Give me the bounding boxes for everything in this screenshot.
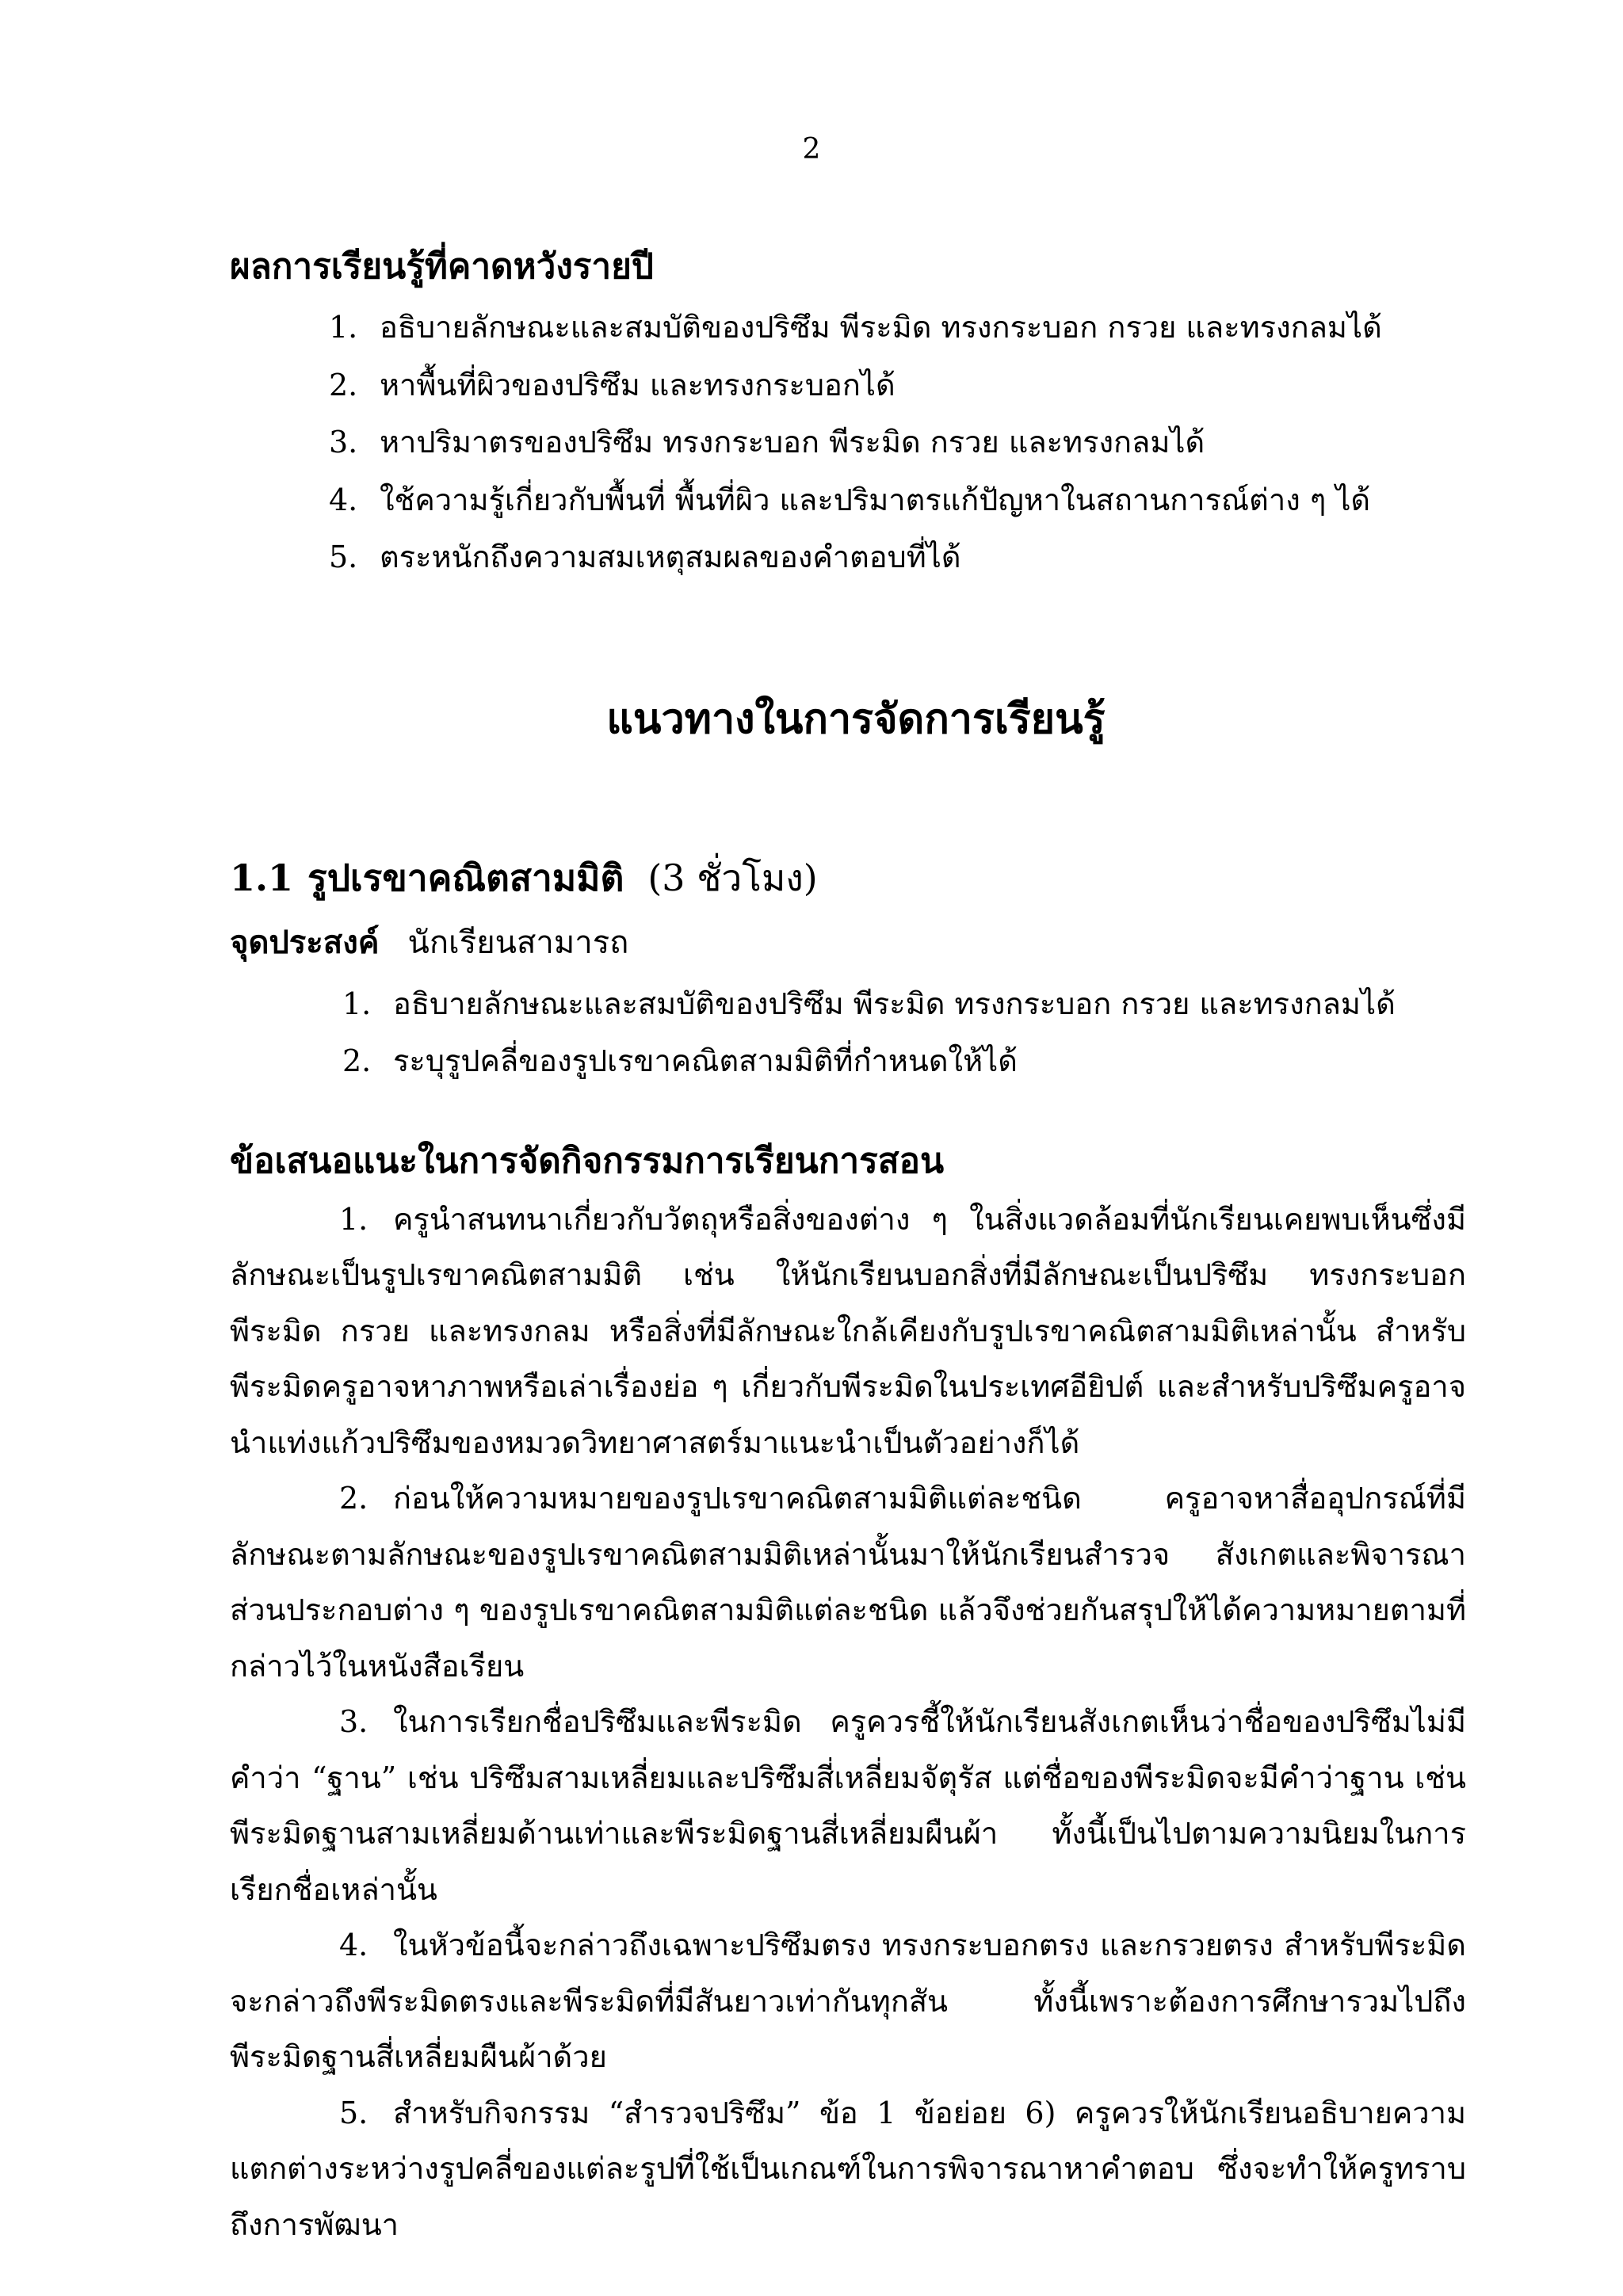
item-text: หาพื้นที่ผิวของปริซึม และทรงกระบอกได้	[380, 367, 896, 402]
item-number: 2.	[339, 1481, 369, 1516]
list-item	[329, 414, 1466, 471]
item-text: สำหรับกิจกรรม “สำรวจปริซึม” ข้อ 1 ข้อย่อย 6) ครูควรให้นักเรียนอธิบายความแตกต่างระหว่างรูปคลี่ของแต่ละรูปที่ใช้เป็นเกณฑ์ในการพิจารณาหาคำตอบ ซึ่งจะทำให้ครูทราบถึงการพัฒนา	[230, 2095, 1466, 2242]
suggestion-paragraph	[230, 1917, 1466, 2085]
item-text: ในหัวข้อนี้จะกล่าวถึงเฉพาะปริซึมตรง ทรงกระบอกตรง และกรวยตรง สำหรับพีระมิดจะกล่าวถึงพีระมิดตรงและพีระมิดที่มีสันยาวเท่ากันทุกสัน ทั้งนี้เพราะต้องการศึกษารวมไปถึงพีระมิดฐานสี่เหลี่ยมผืนผ้าด้วย	[230, 1928, 1466, 2074]
item-number: 5.	[329, 540, 358, 574]
item-text: ตระหนักถึงความสมเหตุสมผลของคำตอบที่ได้	[380, 540, 961, 574]
list-item	[329, 357, 1466, 414]
expected-outcomes-heading: ผลการเรียนรู้ที่คาดหวังรายปี	[230, 246, 654, 287]
unit-title: รูปเรขาคณิตสามมิติ	[307, 856, 624, 899]
item-text: หาปริมาตรของปริซึม ทรงกระบอก พีระมิด กรวย และทรงกลมได้	[380, 425, 1205, 460]
item-text: ในการเรียกชื่อปริซึมและพีระมิด ครูควรชี้ให้นักเรียนสังเกตเห็นว่าชื่อของปริซึมไม่มีคำว่า “ฐาน” เช่น ปริซึมสามเหลี่ยมและปริซึมสี่เหลี่ยมจัตุรัส แต่ชื่อของพีระมิดจะมีคำว่าฐาน เช่น พีระมิดฐานสามเหลี่ยมด้านเท่าและพีระมิดฐานสี่เหลี่ยมผืนผ้า ทั้งนี้เป็นไปตามความนิยมในการเรียกชื่อเหล่านั้น	[230, 1704, 1466, 1907]
suggestions-heading: ข้อเสนอแนะในการจัดกิจกรรมการเรียนการสอน	[230, 1140, 945, 1181]
expected-outcomes-list	[329, 299, 1466, 586]
document-body	[230, 242, 1466, 2252]
item-number: 1.	[342, 986, 372, 1021]
item-number: 2.	[342, 1043, 372, 1078]
item-text: อธิบายลักษณะและสมบัติของปริซึม พีระมิด ทรงกระบอก กรวย และทรงกลมได้	[380, 310, 1382, 345]
unit-hours: (3 ชั่วโมง)	[647, 856, 818, 899]
suggestion-paragraph	[230, 1470, 1466, 1694]
item-number: 1.	[339, 1201, 369, 1237]
item-number: 4.	[339, 1928, 369, 1962]
item-text: ระบุรูปคลี่ของรูปเรขาคณิตสามมิติที่กำหนดให้ได้	[393, 1043, 1018, 1078]
unit-number: 1.1	[230, 856, 294, 899]
list-item	[329, 528, 1466, 586]
list-item	[329, 299, 1466, 357]
suggestion-paragraph	[230, 1192, 1466, 1471]
objectives-list	[342, 975, 1466, 1090]
item-number: 5.	[339, 2095, 369, 2130]
item-text: อธิบายลักษณะและสมบัติของปริซึม พีระมิด ทรงกระบอก กรวย และทรงกลมได้	[393, 986, 1396, 1021]
item-number: 4.	[329, 482, 358, 517]
item-number: 1.	[329, 310, 358, 345]
guide-title: แนวทางในการจัดการเรียนรู้	[606, 694, 1106, 743]
objectives-line	[230, 917, 1466, 969]
suggestions-list	[230, 1192, 1466, 2253]
objectives-label: จุดประสงค์	[230, 923, 380, 961]
item-number: 3.	[339, 1704, 369, 1739]
objectives-intro: นักเรียนสามารถ	[407, 924, 629, 961]
item-number: 3.	[329, 425, 358, 460]
unit-heading	[230, 850, 1466, 906]
list-item	[329, 471, 1466, 529]
item-number: 2.	[329, 367, 358, 402]
suggestion-paragraph	[230, 1694, 1466, 1917]
item-text: ก่อนให้ความหมายของรูปเรขาคณิตสามมิติแต่ละชนิด ครูอาจหาสื่ออุปกรณ์ที่มีลักษณะตามลักษณะของรูปเรขาคณิตสามมิติเหล่านั้นมาให้นักเรียนสำรวจ สังเกตและพิจารณาส่วนประกอบต่าง ๆ ของรูปเรขาคณิตสามมิติแต่ละชนิด แล้วจึงช่วยกันสรุปให้ได้ความหมายตามที่กล่าวไว้ในหนังสือเรียน	[230, 1481, 1466, 1684]
item-text: ใช้ความรู้เกี่ยวกับพื้นที่ พื้นที่ผิว และปริมาตรแก้ปัญหาในสถานการณ์ต่าง ๆ ได้	[380, 482, 1371, 517]
suggestion-paragraph	[230, 2085, 1466, 2253]
item-text: ครูนำสนทนาเกี่ยวกับวัตถุหรือสิ่งของต่าง ๆ ในสิ่งแวดล้อมที่นักเรียนเคยพบเห็นซึ่งมีลักษณะเป็นรูปเรขาคณิตสามมิติ เช่น ให้นักเรียนบอกสิ่งที่มีลักษณะเป็นปริซึม ทรงกระบอก พีระมิด กรวย และทรงกลม หรือสิ่งที่มีลักษณะใกล้เคียงกับรูปเรขาคณิตสามมิติเหล่านั้น สำหรับพีระมิดครูอาจหาภาพหรือเล่าเรื่องย่อ ๆ เกี่ยวกับพีระมิดในประเทศอียิปต์ และสำหรับปริซึมครูอาจนำแท่งแก้วปริซึมของหมวดวิทยาศาสตร์มาแนะนำเป็นตัวอย่างก็ได้	[230, 1201, 1466, 1460]
list-item	[342, 1032, 1466, 1090]
list-item	[342, 975, 1466, 1033]
page-number: 2	[802, 133, 821, 166]
